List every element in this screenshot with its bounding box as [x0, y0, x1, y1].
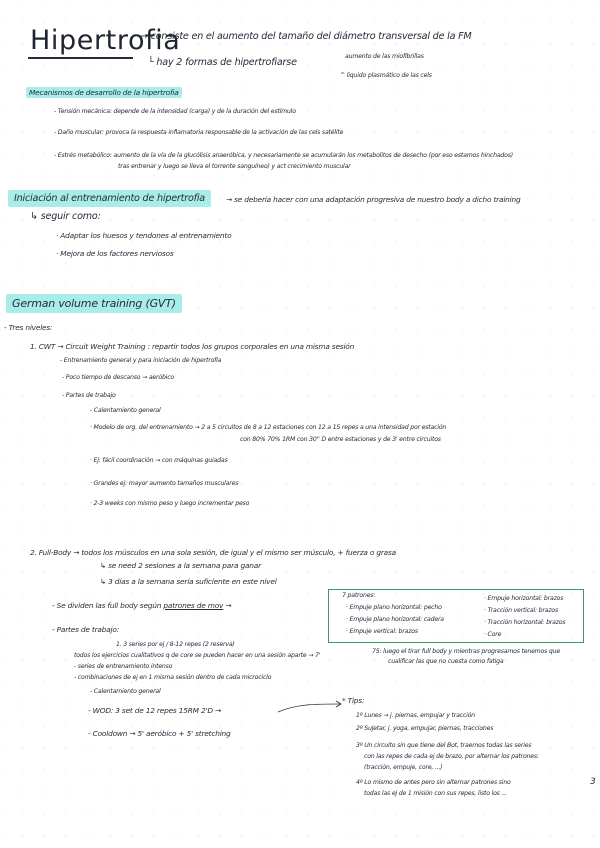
iniciacion-item: · Adaptar los huesos y tendones al entrenamiento	[56, 231, 232, 240]
iniciacion-rest: → se debería hacer con una adaptación progresiva de nuestro body a dicho training	[226, 195, 521, 204]
tip-item: (tracción, empuje, core, ...)	[364, 764, 443, 771]
pattern-item: · Core	[484, 631, 502, 638]
tips-heading: * Tips:	[342, 696, 365, 705]
fb-divide-underlined: patrones de mov	[163, 601, 224, 610]
cwt-line: - Entrenamiento general y para iniciación de hipertrofia	[60, 357, 222, 364]
iniciacion-sub: ↳ seguir como:	[30, 211, 101, 222]
tip-item: 4º Lo mismo de antes pero sin alternar patrones sino	[356, 779, 511, 786]
tip-item: 1º Lunes → j. piernas, empujar y tracción	[356, 712, 475, 719]
pattern-item: 7 patrones:	[342, 592, 376, 599]
cwt-line: · Grandes ej: mayor aumento tamaños musculares	[90, 480, 239, 487]
side-note: 75: luego el tirar full body y mientras progresamos tenemos que	[372, 648, 560, 655]
pattern-item: · Tracción vertical: brazos	[484, 607, 559, 614]
tip-item: con las repes de cada ej de brazo, por alternar los patrones:	[364, 753, 539, 760]
tip-item: todas las ej de 1 misión con sus repes, listo los ...	[364, 790, 507, 797]
partes-line: 1. 3 series por ej / 8-12 repes (2 reserva)	[116, 641, 235, 648]
fb-divide-text: - Se dividen las full body según	[52, 601, 162, 610]
intro-two-forms: └ hay 2 formas de hipertrofiarse	[148, 57, 297, 68]
pattern-item: · Empuje plano horizontal: pecho	[346, 604, 442, 611]
fb-title: 2. Full-Body → todos los músculos en una sola sesión, de igual y el mismo ser músculo, + fuerza o grasa	[30, 548, 396, 557]
page-number: 3	[590, 777, 596, 787]
cwt-line: con 80% 70% 1RM con 30'' D entre estaciones y de 3' entre circuitos	[240, 436, 441, 443]
curved-arrow-icon	[276, 700, 346, 716]
pattern-item: · Empuje plano horizontal: cadera	[346, 616, 444, 623]
cwt-line: · Modelo de org. del entrenamiento → 2 a 5 circuitos de 8 a 12 estaciones con 12 a 15 repes a una intensidad por estación	[90, 424, 447, 431]
arrow-right-icon: →	[225, 601, 232, 610]
mecanismo-item: - Tensión mecánica: depende de la intensidad (carga) y de la duración del estímulo	[54, 108, 296, 115]
cwt-title: 1. CWT → Circuit Weight Training : repartir todos los grupos corporales en una misma sesión	[30, 342, 355, 351]
cwt-line: - Calentamiento general	[90, 407, 161, 414]
cwt-line: · Ej: fácil coordinación → con máquinas guiadas	[90, 457, 228, 464]
pattern-item: · Tracción horizontal: brazos	[484, 619, 566, 626]
tip-item: 3º Un circuito sin que tiene del Bot, traemos todas las series	[356, 742, 532, 749]
mecanismos-heading-text: Mecanismos de desarrollo de la hipertrofia	[26, 87, 182, 98]
partes-line: - WOD: 3 set de 12 repes 15RM 2'D →	[88, 706, 221, 715]
intro-definition: → consiste en el aumento del tamaño del diámetro transversal de la FM	[140, 31, 472, 42]
partes-line: - Cooldown → 5' aeróbico + 5' stretching	[88, 729, 231, 738]
mecanismos-heading	[26, 89, 182, 97]
partes-heading: - Partes de trabajo:	[52, 625, 120, 634]
gvt-heading-text: German volume training (GVT)	[6, 294, 182, 313]
iniciacion-heading-text: Iniciación al entrenamiento de hipertrofia	[8, 190, 211, 207]
pattern-item: · Empuje horizontal: brazos	[484, 595, 564, 602]
mecanismo-item-cont: tras entrenar y luego se lleva el torrente sanguíneo) y act crecimiento muscular	[118, 163, 351, 170]
mecanismo-item: - Daño muscular: provoca la respuesta inflamatoria responsable de la activación de las cels satélite	[54, 129, 344, 136]
gvt-heading	[6, 298, 182, 310]
cwt-line: · 2-3 weeks con mismo peso y luego incrementar peso	[90, 500, 250, 507]
partes-line: - combinaciones de ej en 1 misma sesión dentro de cada microciclo	[74, 674, 272, 681]
page-title: Hipertrofia	[30, 25, 181, 56]
partes-line: - series de entrenamiento intenso	[74, 663, 173, 670]
iniciacion-heading	[8, 194, 211, 205]
title-underline	[28, 57, 133, 59]
cwt-line: - Poco tiempo de descanso → aeróbico	[62, 374, 174, 381]
partes-line: - Calentamiento general	[90, 688, 161, 695]
cwt-line: - Partes de trabajo	[62, 392, 116, 399]
intro-option-2: ^ liquido plasmático de las cels	[340, 72, 432, 79]
iniciacion-item: · Mejora de los factores nerviosos	[56, 249, 174, 258]
fb-divide	[52, 602, 231, 610]
fb-sub: ↳ se need 2 sesiones a la semana para ganar	[100, 561, 261, 570]
pattern-item: · Empuje vertical: brazos	[346, 628, 418, 635]
fb-sub: ↳ 3 días a la semana sería suficiente en este nivel	[100, 577, 277, 586]
partes-line: todos los ejercicios cualitativos q de core se pueden hacer en una sesión aparte → 7'	[74, 652, 321, 659]
side-note: cualificar las que no cuesta como fatiga	[388, 658, 504, 665]
tip-item: 2º Sujetar, j. yoga, empujar, piernas, tracciones	[356, 725, 494, 732]
mecanismo-item: - Estrés metabólico: aumento de la vía de la glucólisis anaeróbica, y necesariamente se acumularán los metabolitos de desecho (por eso estamos hinchados)	[54, 152, 513, 159]
gvt-tres-niveles: - Tres niveles:	[4, 323, 53, 332]
intro-option-1: aumento de las miofibrillas	[345, 53, 424, 60]
